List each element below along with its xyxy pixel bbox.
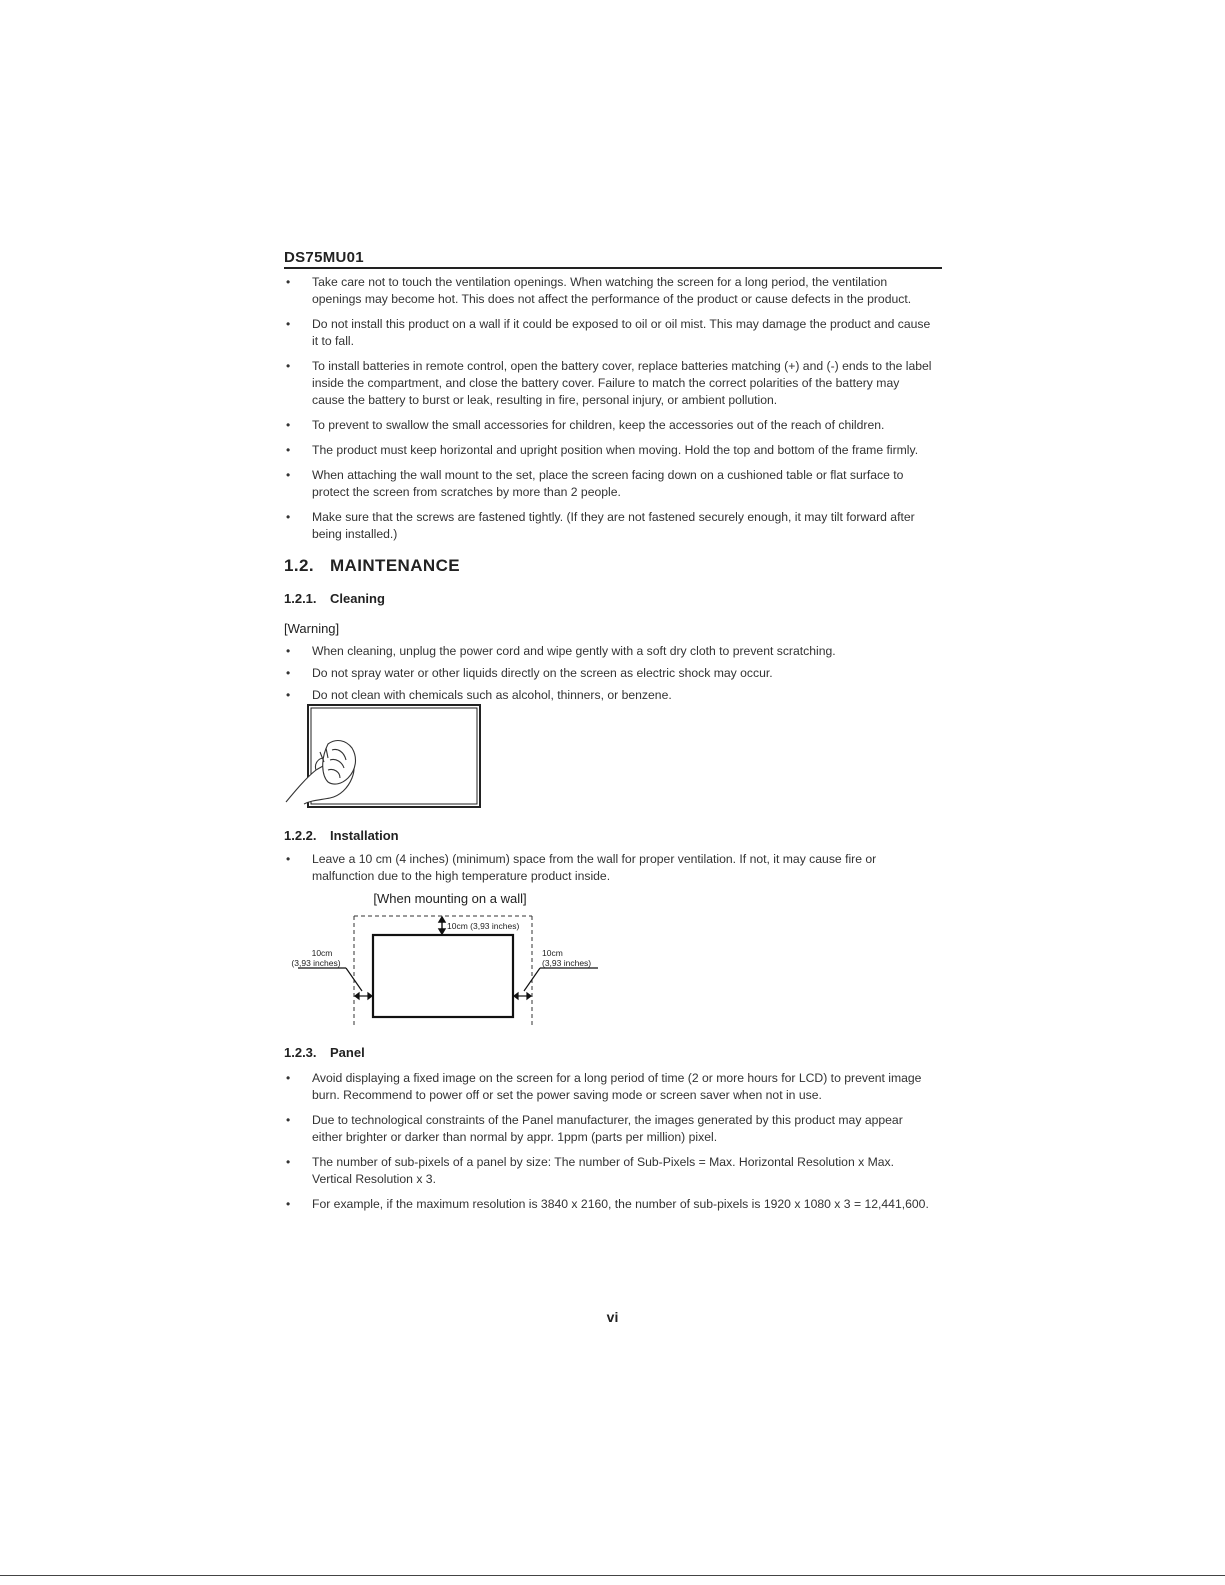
right-gap-label: 10cm <box>542 948 563 958</box>
right-gap-arrow-icon <box>514 968 598 999</box>
list-item: • To prevent to swallow the small accessories for children, keep the accessories out of the reach of children. <box>284 417 934 434</box>
subsection-heading-panel <box>284 1045 365 1060</box>
list-item: • For example, if the maximum resolution is 3840 x 2160, the number of sub-pixels is 1920 x 1080 x 3 = 12,441,600. <box>284 1196 934 1213</box>
section-heading-maintenance <box>284 556 460 576</box>
subsection-title: Cleaning <box>330 591 385 606</box>
left-gap-label: 10cm <box>311 948 333 958</box>
safety-list <box>284 274 934 551</box>
list-item: • When cleaning, unplug the power cord and wipe gently with a soft dry cloth to prevent scratching. <box>284 643 934 660</box>
wall-mount-diagram <box>284 886 624 1030</box>
bottom-divider <box>0 1575 1225 1576</box>
subsection-number: 1.2.1. <box>284 591 317 606</box>
list-item: • Leave a 10 cm (4 inches) (minimum) space from the wall for proper ventilation. If not, it may cause fire or malfunction due to the high temperature product inside. <box>284 851 934 885</box>
list-item: • Due to technological constraints of the Panel manufacturer, the images generated by this product may appear either brighter or darker than normal by appr. 1ppm (parts per million) pixel. <box>284 1112 934 1146</box>
list-item: • The number of sub-pixels of a panel by size: The number of Sub-Pixels = Max. Horizontal Resolution x Max. Vertical Resolution x 3. <box>284 1154 934 1188</box>
left-gap-label-inches: (3,93 inches) <box>291 958 341 968</box>
panel-list <box>284 1070 934 1221</box>
list-item: • When attaching the wall mount to the set, place the screen facing down on a cushioned table or flat surface to protect the screen from scratches by more than 2 people. <box>284 467 934 501</box>
subsection-heading-cleaning <box>284 591 385 606</box>
list-item: • Do not install this product on a wall if it could be exposed to oil or oil mist. This may damage the product and cause it to fall. <box>284 316 934 350</box>
list-item: • The product must keep horizontal and upright position when moving. Hold the top and bottom of the frame firmly. <box>284 442 934 459</box>
list-item: • Avoid displaying a fixed image on the screen for a long period of time (2 or more hours for LCD) to prevent image burn. Recommend to power off or set the power saving mode or screen saver when not in use. <box>284 1070 934 1104</box>
list-item: • Take care not to touch the ventilation openings. When watching the screen for a long period, the ventilation openings may become hot. This does not affect the performance of the product or cause defects in the product. <box>284 274 934 308</box>
warning-label: [Warning] <box>284 621 340 636</box>
top-gap-arrow-icon <box>439 917 445 934</box>
section-title: MAINTENANCE <box>330 556 461 575</box>
subsection-number: 1.2.2. <box>284 828 317 843</box>
subsection-title: Installation <box>330 828 399 843</box>
subsection-number: 1.2.3. <box>284 1045 317 1060</box>
section-number: 1.2. <box>284 556 314 575</box>
cleaning-illustration <box>284 704 484 810</box>
list-item: • To install batteries in remote control, open the battery cover, replace batteries matching (+) and (-) ends to the label inside the compartment, and close the battery cover. Failure to match the correct polarities of the battery may cause the battery to burst or leak, resulting in fire, personal injury, or ambient pollution. <box>284 358 934 409</box>
model-header: DS75MU01 <box>284 249 942 269</box>
list-item: • Do not spray water or other liquids directly on the screen as electric shock may occur. <box>284 665 934 682</box>
page-number: vi <box>606 1309 619 1325</box>
left-gap-arrow-icon <box>298 968 372 999</box>
subsection-heading-installation <box>284 828 399 843</box>
diagram-caption: [When mounting on a wall] <box>373 891 527 906</box>
right-gap-label-inches: (3,93 inches) <box>542 958 592 968</box>
cleaning-list <box>284 643 934 709</box>
list-item: • Make sure that the screws are fastened tightly. (If they are not fastened securely enough, it may tilt forward after being installed.) <box>284 509 934 543</box>
subsection-title: Panel <box>330 1045 365 1060</box>
list-item: • Do not clean with chemicals such as alcohol, thinners, or benzene. <box>284 687 934 704</box>
top-gap-label: 10cm (3,93 inches) <box>447 921 520 931</box>
display-outline <box>373 935 513 1017</box>
